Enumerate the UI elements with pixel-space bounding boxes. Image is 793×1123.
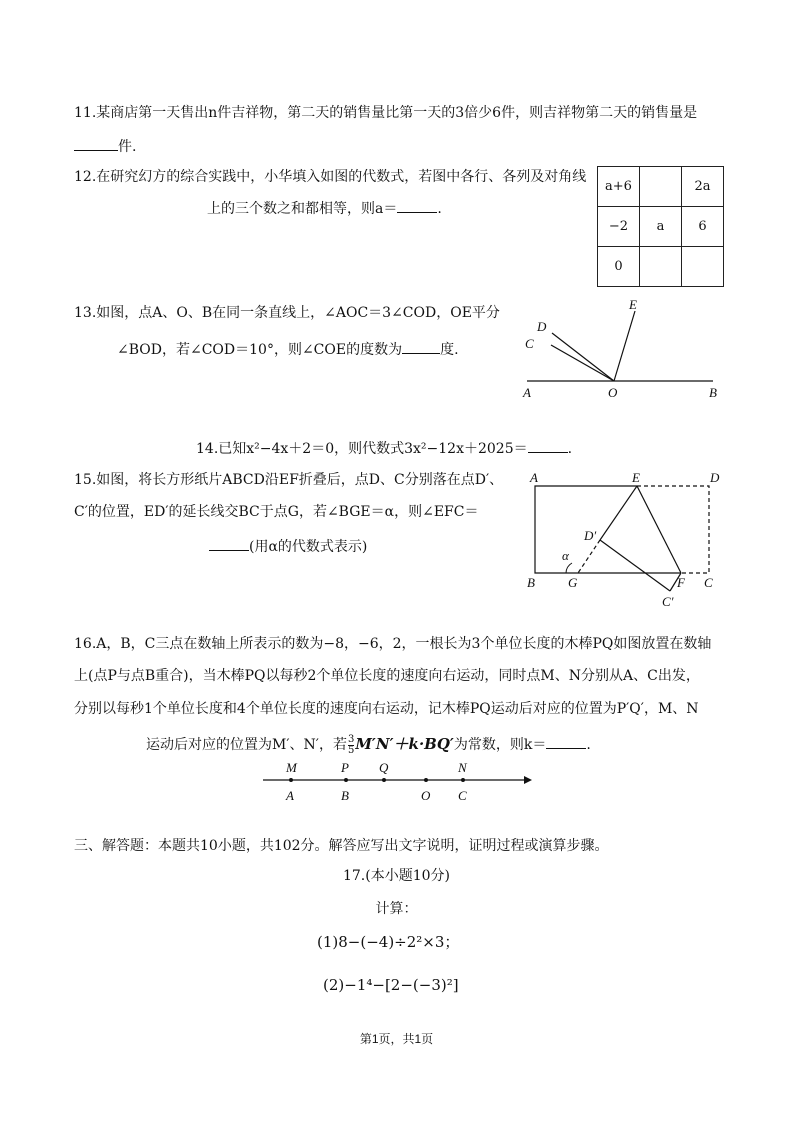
page-footer: 第1页，共1页 [359,1032,434,1046]
point-Q [382,778,386,782]
q17-item2: (2)−1⁴−[2−(−3)²] [323,976,459,994]
label-C: C [704,575,713,590]
ray-OD [552,333,614,381]
label-top-P: P [341,760,349,775]
label-C-prime: C′ [662,594,674,609]
label-C: C [525,336,534,351]
q15-line3 [209,536,367,557]
q16-line2: 上(点P与点B重合)，当木棒PQ以每秒2个单位长度的速度向右运动，同时点M、N分别从A、C出发， [74,668,700,684]
q15-answer-blank[interactable] [209,536,249,551]
label-top-M: M [286,760,297,775]
rect-dashed [637,486,709,573]
q12-answer-blank[interactable] [397,198,437,213]
q16-suffix: . [586,737,591,753]
q14-suffix: . [567,441,573,457]
magic-square-grid [597,166,724,287]
label-A: A [530,470,538,485]
point-O [424,778,428,782]
q17-instruction: 计算： [375,901,418,917]
grid-cell: 0 [598,247,640,287]
q15-line3-text: (用α的代数式表示) [249,539,368,555]
ray-OE [614,311,635,381]
label-E: E [632,470,640,485]
q12-line2: 上的三个数之和都相等，则a＝ . [207,198,442,219]
q15-line1: 15.如图，将长方形纸片ABCD沿EF折叠后，点D、C分别落在点D′、 [74,472,504,488]
q17-title: 17.(本小题10分) [342,868,450,884]
q16-line4 [146,734,591,756]
label-A: A [523,385,531,400]
q11-line2 [74,136,136,157]
section3-heading: 三、解答题：本题共10小题，共102分。解答应写出文字说明，证明过程或演算步骤。 [74,838,609,854]
grid-cell: a+6 [598,167,640,207]
alpha-arc [566,563,572,573]
q14-line [196,438,572,459]
grid-cell [640,247,682,287]
q16-answer-blank[interactable] [546,734,586,749]
q16-expression: M′N′＋k·BQ′ [355,735,454,753]
label-bottom-O: O [421,788,431,803]
q13-line2-text: ∠BOD，若∠COD＝10°，则∠COE的度数为 [117,342,403,358]
q14-text: 14.已知x²−4x＋2＝0，则代数式3x²−12x＋2025＝ [196,441,528,457]
angle-figure [515,295,730,405]
segment-D1C1 [600,540,670,591]
q16-line1: 16.A，B，C三点在数轴上所表示的数为−8，−6，2，一根长为3个单位长度的木棒PQ如图放置在数轴 [74,636,712,652]
label-D: D [710,470,720,485]
label-bottom-A: A [286,788,294,803]
number-line-figure [258,755,538,805]
label-E: E [629,297,637,312]
fraction-num: 3 [347,733,355,745]
q12-line1: 12.在研究幻方的综合实践中，小华填入如图的代数式，若图中各行、各列及对角线 [74,169,587,185]
label-top-N: N [458,760,467,775]
grid-cell: 2a [682,167,724,207]
ray-OC [551,345,614,381]
label-alpha: α [562,548,569,563]
label-top-Q: Q [379,760,389,775]
label-B: B [527,575,535,590]
q13-line1: 13.如图，点A、O、B在同一条直线上，∠AOC＝3∠COD，OE平分 [74,305,500,321]
fold-EF [637,486,681,573]
q17-item1: (1)8−(−4)÷2²×3； [317,933,460,951]
label-G: G [568,575,578,590]
q16-line3: 分别以每秒1个单位长度和4个单位长度的速度向右运动，记木棒PQ运动后对应的位置为P′Q′，M、N [74,701,699,717]
q12-line2-text: 上的三个数之和都相等，则a＝ [207,201,398,217]
label-F: F [677,575,685,590]
grid-cell: 6 [682,207,724,247]
label-B: B [709,385,717,400]
label-D: D [537,319,547,334]
q11-unit: 件. [118,139,137,155]
point-B [344,778,348,782]
label-D-prime: D′ [584,528,597,543]
q11-line1: 11.某商店第一天售出n件吉祥物，第二天的销售量比第一天的3倍少6件，则吉祥物第二天的销售量是 [74,105,698,121]
q16-line4-text: 运动后对应的位置为M′、N′，若 [146,737,347,753]
q13-line2 [117,339,459,360]
grid-cell [640,167,682,207]
q13-unit: 度. [440,342,459,358]
point-C [461,778,465,782]
fold-figure [520,468,725,616]
point-A [289,778,293,782]
q14-answer-blank[interactable] [528,438,568,453]
q15-line2: C′的位置，ED′的延长线交BC于点G，若∠BGE＝α，则∠EFC＝ [74,504,479,520]
fraction [348,735,354,756]
q11-answer-blank[interactable] [74,136,118,151]
grid-cell [682,247,724,287]
fraction-den: 5 [347,744,355,756]
segment-ED1 [600,486,637,540]
q13-answer-blank[interactable] [402,339,440,354]
grid-cell: −2 [598,207,640,247]
extension-D1G [578,540,600,573]
label-bottom-C: C [458,788,467,803]
grid-cell: a [640,207,682,247]
arrow-right-icon [524,776,532,784]
number-line-ticks [285,760,468,803]
label-O: O [608,385,618,400]
label-bottom-B: B [341,788,349,803]
q16-tail: 为常数，则k＝ [453,737,547,753]
